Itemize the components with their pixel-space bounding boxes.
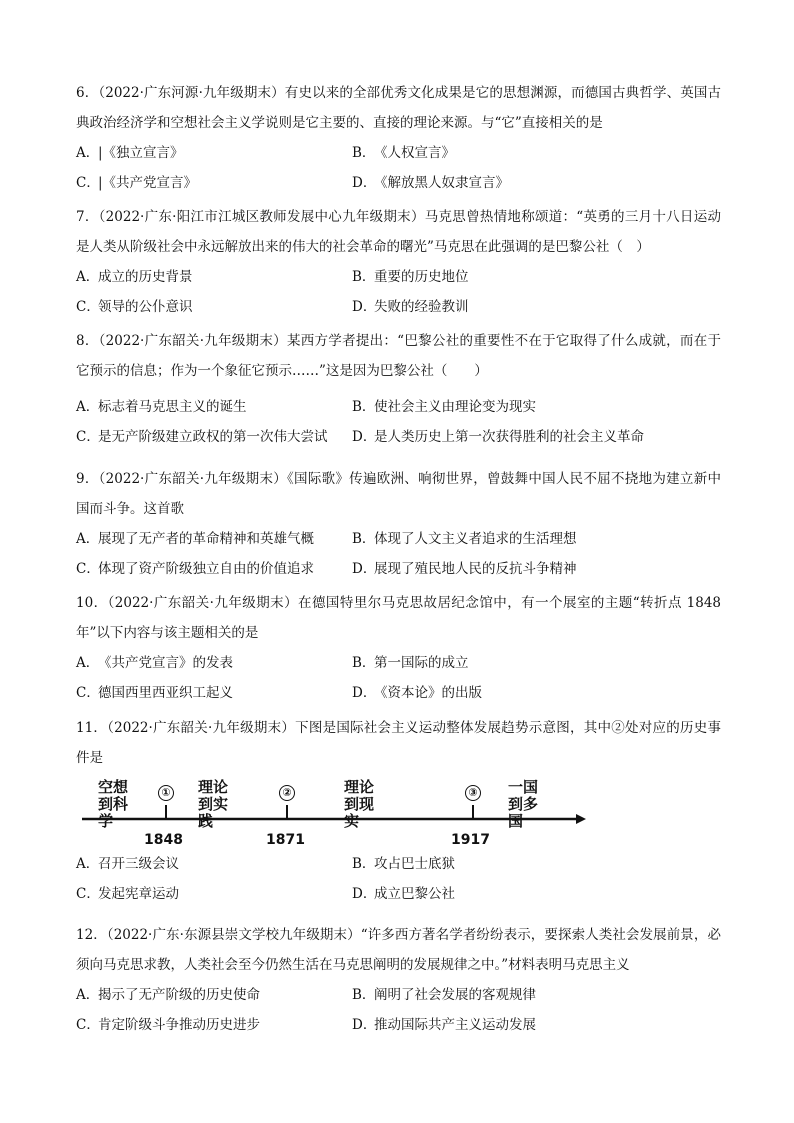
options	[76, 849, 721, 909]
option-c: C． |《共产党宣言》	[76, 175, 198, 191]
timeline-year-1917: 1917	[451, 832, 490, 848]
option-c: C． 德国西里西亚织工起义	[76, 685, 233, 701]
options	[76, 524, 721, 584]
timeline-mark-3: ③	[465, 785, 481, 801]
option-d: D． 《解放黑人奴隶宣言》	[352, 175, 509, 191]
option-c: C． 领导的公仆意识	[76, 299, 193, 315]
option-b: B． 使社会主义由理论变为现实	[352, 399, 536, 415]
timeline-year-1871: 1871	[266, 832, 305, 848]
option-c: C． 是无产阶级建立政权的第一次伟大尝试	[76, 429, 328, 445]
option-b: B． 《人权宣言》	[352, 145, 455, 161]
option-a: A． |《独立宣言》	[76, 145, 184, 161]
option-d: D． 是人类历史上第一次获得胜利的社会主义革命	[352, 429, 644, 445]
question-stem: 7．（2022·广东·阳江市江城区教师发展中心九年级期末）马克思曾热情地称颂道：“英勇的三月十八日运动是人类从阶级社会中永远解放出来的伟大的社会革命的曙光”马克思在此强调的是巴黎公社（ ）	[76, 209, 721, 255]
timeline-label-3: 理论到现实	[344, 778, 375, 830]
options	[76, 262, 721, 322]
question-stem: 10．（2022·广东韶关·九年级期末）在德国特里尔马克思故居纪念馆中，有一个展室的主题“转折点 1848 年”以下内容与该主题相关的是	[76, 595, 721, 641]
option-d: D． 《资本论》的出版	[352, 685, 482, 701]
option-b: B． 重要的历史地位	[352, 269, 469, 285]
question-stem: 12．（2022·广东·东源县崇文学校九年级期末）“许多西方著名学者纷纷表示，要探索人类社会发展前景，必须向马克思求教，人类社会至今仍然生活在马克思阐明的发展规律之中。”材料表明马克思主义	[76, 927, 721, 973]
options	[76, 980, 721, 1040]
options	[76, 138, 721, 198]
timeline-mark-1: ①	[158, 785, 174, 801]
timeline-label-2: 理论到实践	[198, 778, 229, 830]
option-a: A． 召开三级会议	[76, 856, 179, 872]
question-9	[76, 464, 721, 584]
question-stem: 9．（2022·广东韶关·九年级期末）《国际歌》传遍欧洲、响彻世界，曾鼓舞中国人民不屈不挠地为建立新中国而斗争。这首歌	[76, 471, 721, 517]
option-a: A． 标志着马克思主义的诞生	[76, 399, 247, 415]
question-6	[76, 78, 721, 198]
option-c: C． 肯定阶级斗争推动历史进步	[76, 1017, 260, 1033]
question-10	[76, 588, 721, 708]
options	[76, 392, 721, 452]
question-stem: 11．（2022·广东韶关·九年级期末）下图是国际社会主义运动整体发展趋势示意图，其中②处对应的历史事件是	[76, 720, 721, 766]
option-d: D． 展现了殖民地人民的反抗斗争精神	[352, 561, 577, 577]
option-c: C． 体现了资产阶级独立自由的价值追求	[76, 561, 314, 577]
question-7	[76, 202, 721, 322]
option-a: A． 揭示了无产阶级的历史使命	[76, 987, 260, 1003]
option-b: B． 阐明了社会发展的客观规律	[352, 987, 536, 1003]
question-12	[76, 920, 721, 1040]
timeline-year-1848: 1848	[144, 832, 183, 848]
timeline-mark-2: ②	[279, 785, 295, 801]
option-c: C． 发起宪章运动	[76, 886, 179, 902]
socialism-timeline-diagram	[76, 777, 721, 847]
option-b: B． 攻占巴士底狱	[352, 856, 455, 872]
question-8	[76, 326, 721, 452]
question-11	[76, 713, 721, 909]
timeline-label-1: 空想到科学	[98, 778, 129, 830]
option-a: A． 展现了无产者的革命精神和英雄气概	[76, 531, 314, 547]
question-stem: 6．（2022·广东河源·九年级期末）有史以来的全部优秀文化成果是它的思想渊源，而德国古典哲学、英国古典政治经济学和空想社会主义学说则是它主要的、直接的理论来源。与“它”直接相关的是	[76, 85, 721, 131]
option-a: A． 成立的历史背景	[76, 269, 193, 285]
timeline-label-4: 一国到多国	[508, 778, 539, 830]
option-d: D． 推动国际共产主义运动发展	[352, 1017, 536, 1033]
option-b: B． 第一国际的成立	[352, 655, 469, 671]
option-d: D． 成立巴黎公社	[352, 886, 455, 902]
option-d: D． 失败的经验教训	[352, 299, 469, 315]
option-b: B． 体现了人文主义者追求的生活理想	[352, 531, 577, 547]
question-stem: 8．（2022·广东韶关·九年级期末）某西方学者提出：“巴黎公社的重要性不在于它取得了什么成就，而在于它预示的信息；作为一个象征它预示……”这是因为巴黎公社（ ）	[76, 333, 721, 379]
options	[76, 648, 721, 708]
option-a: A． 《共产党宣言》的发表	[76, 655, 233, 671]
